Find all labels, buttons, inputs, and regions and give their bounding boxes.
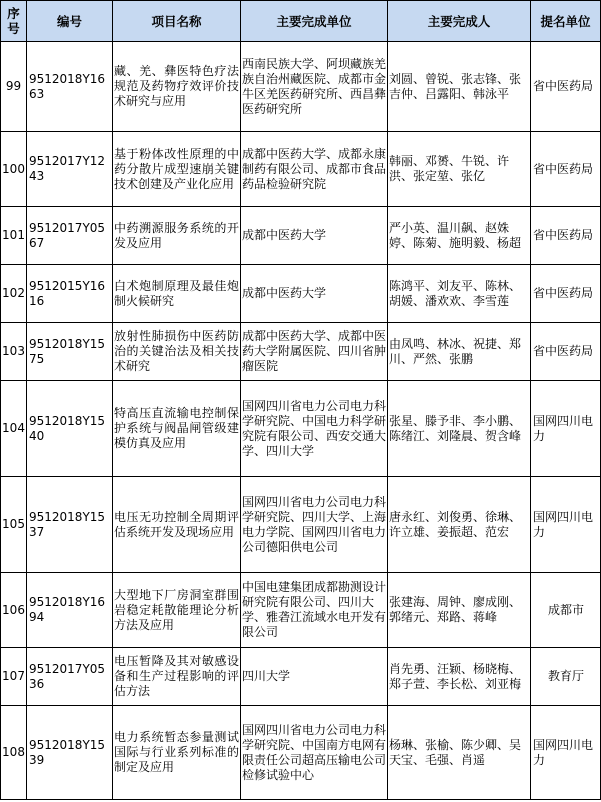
table-row (1, 42, 601, 132)
row-unit: 四川大学 (241, 648, 388, 706)
row-person: 韩丽、邓赟、牛锐、许洪、张定堃、张亿 (388, 132, 531, 207)
row-person: 唐永红、刘俊勇、徐琳、许立雄、姜振超、范宏 (388, 477, 531, 573)
row-code: 9512015Y1616 (27, 265, 113, 323)
row-no: 103 (1, 323, 27, 381)
row-nominator: 国网四川电力 (531, 381, 601, 477)
row-nominator: 教育厅 (531, 648, 601, 706)
row-code: 9512017Y0536 (27, 648, 113, 706)
row-name: 白术炮制原理及最佳炮制火候研究 (113, 265, 241, 323)
row-person: 由凤鸣、林冰、祝捷、郑川、严然、张鹏 (388, 323, 531, 381)
row-name: 特高压直流输电控制保护系统与阀晶闸管级建模仿真及应用 (113, 381, 241, 477)
row-name: 基于粉体改性原理的中药分散片成型速崩关键技术创建及产业化应用 (113, 132, 241, 207)
table-row (1, 477, 601, 573)
row-code: 9512018Y1539 (27, 706, 113, 800)
row-nominator: 省中医药局 (531, 323, 601, 381)
row-unit: 成都中医药大学 (241, 265, 388, 323)
row-person: 张星、滕予非、李小鹏、陈绪江、刘隆晨、贺含峰 (388, 381, 531, 477)
row-nominator: 国网四川电力 (531, 706, 601, 800)
header-no: 序号 (1, 1, 27, 42)
row-unit: 成都中医药大学 (241, 207, 388, 265)
row-person: 陈鸿平、刘友平、陈林、胡媛、潘欢欢、李雪莲 (388, 265, 531, 323)
row-no: 104 (1, 381, 27, 477)
row-code: 9512017Y1243 (27, 132, 113, 207)
row-name: 放射性肺损伤中医药防治的关键治法及相关技术研究 (113, 323, 241, 381)
row-nominator: 省中医药局 (531, 265, 601, 323)
row-unit: 国网四川省电力公司电力科学研究院、四川大学、上海电力学院、国网四川省电力公司德阳供电公司 (241, 477, 388, 573)
row-person: 肖先勇、汪颖、杨晓梅、郑子萱、李长松、刘亚梅 (388, 648, 531, 706)
row-code: 9512018Y1575 (27, 323, 113, 381)
row-nominator: 成都市 (531, 573, 601, 648)
table-row (1, 265, 601, 323)
row-no: 106 (1, 573, 27, 648)
row-unit: 西南民族大学、阿坝藏族羌族自治州藏医院、成都市金牛区羌医药研究所、西昌彝医药研究所 (241, 42, 388, 132)
header-row (1, 1, 601, 42)
row-name: 电压暂降及其对敏感设备和生产过程影响的评估方法 (113, 648, 241, 706)
row-person: 严小英、温川飙、赵姝婷、陈菊、施明毅、杨超 (388, 207, 531, 265)
row-nominator: 省中医药局 (531, 132, 601, 207)
row-code: 9512018Y1540 (27, 381, 113, 477)
row-no: 99 (1, 42, 27, 132)
header-nominator: 提名单位 (531, 1, 601, 42)
row-name: 大型地下厂房洞室群围岩稳定耗散能理论分析方法及应用 (113, 573, 241, 648)
row-no: 105 (1, 477, 27, 573)
row-nominator: 省中医药局 (531, 42, 601, 132)
row-code: 9512018Y1663 (27, 42, 113, 132)
header-unit: 主要完成单位 (241, 1, 388, 42)
table-row (1, 132, 601, 207)
table-row (1, 323, 601, 381)
table-row (1, 207, 601, 265)
table-row (1, 648, 601, 706)
row-code: 9512018Y1694 (27, 573, 113, 648)
table-row (1, 706, 601, 800)
table-row (1, 381, 601, 477)
row-name: 中药溯源服务系统的开发及应用 (113, 207, 241, 265)
row-person: 张建海、周钟、廖成刚、郭绪元、郑路、蒋峰 (388, 573, 531, 648)
header-code: 编号 (27, 1, 113, 42)
row-unit: 国网四川省电力公司电力科学研究院、中国南方电网有限责任公司超高压输电公司检修试验中心 (241, 706, 388, 800)
row-no: 101 (1, 207, 27, 265)
row-nominator: 国网四川电力 (531, 477, 601, 573)
row-no: 100 (1, 132, 27, 207)
row-name: 藏、羌、彝医特色疗法规范及药物疗效评价技术研究与应用 (113, 42, 241, 132)
row-unit: 国网四川省电力公司电力科学研究院、中国电力科学研究院有限公司、西安交通大学、四川大学 (241, 381, 388, 477)
row-person: 刘圆、曾锐、张志锋、张吉仲、吕露阳、韩泳平 (388, 42, 531, 132)
row-no: 108 (1, 706, 27, 800)
header-person: 主要完成人 (388, 1, 531, 42)
row-name: 电力系统暂态参量测试国际与行业系列标准的制定及应用 (113, 706, 241, 800)
row-code: 9512018Y1537 (27, 477, 113, 573)
row-no: 102 (1, 265, 27, 323)
row-code: 9512017Y0567 (27, 207, 113, 265)
table-row (1, 573, 601, 648)
row-person: 杨琳、张榆、陈少卿、吴天宝、毛强、肖遥 (388, 706, 531, 800)
row-unit: 中国电建集团成都勘测设计研究院有限公司、四川大学、雅砻江流域水电开发有限公司 (241, 573, 388, 648)
header-name: 项目名称 (113, 1, 241, 42)
row-name: 电压无功控制全周期评估系统开发及现场应用 (113, 477, 241, 573)
row-no: 107 (1, 648, 27, 706)
row-nominator: 省中医药局 (531, 207, 601, 265)
row-unit: 成都中医药大学、成都永康制药有限公司、成都市食品药品检验研究院 (241, 132, 388, 207)
row-unit: 成都中医药大学、成都中医药大学附属医院、四川省肿瘤医院 (241, 323, 388, 381)
